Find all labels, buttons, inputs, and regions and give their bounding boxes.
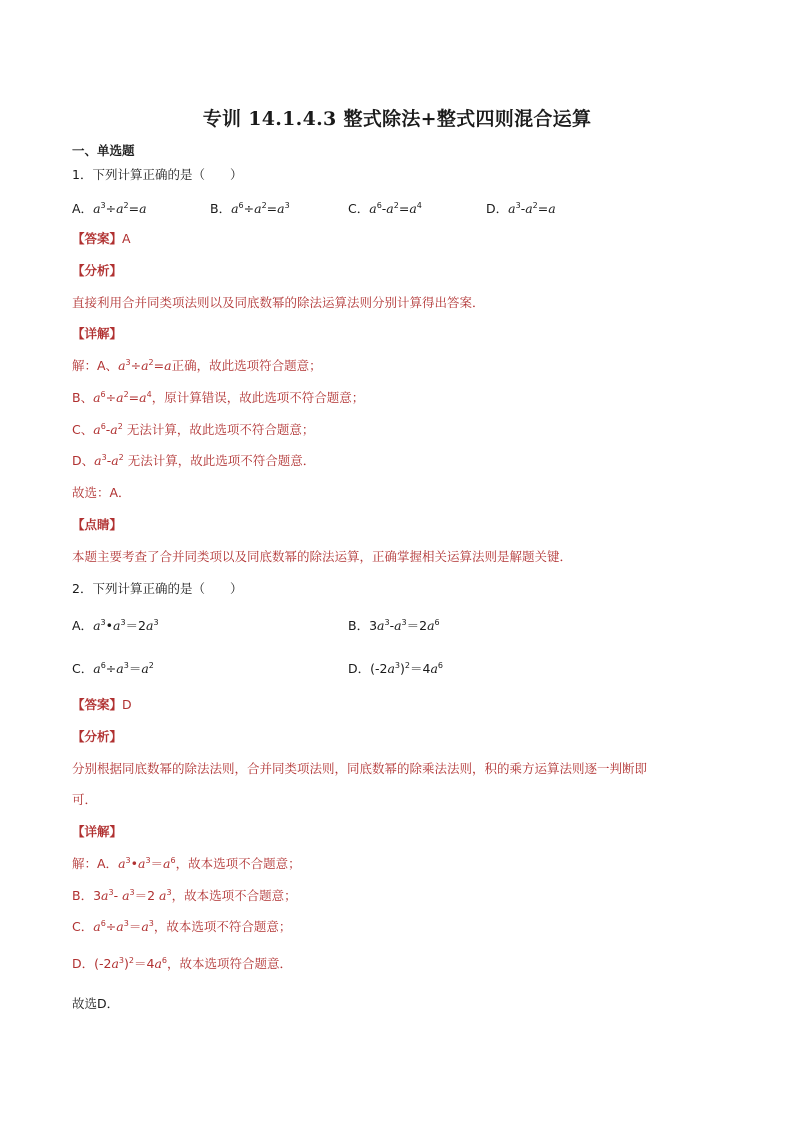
q1-detail-b: B、$a^6\div a^2=a^4$，原计算错误，故此选项不符合题意； (72, 390, 365, 405)
q1-answer: 【答案】A (72, 231, 131, 246)
q1-detail-a: 解：A、$a^3\div a^2=a$正确，故此选项符合题意； (72, 358, 322, 373)
q2-detail-a: 解：A．$a^3•a^3=a^6$，故本选项不合题意； (72, 856, 301, 871)
q2-option-c: C．$a^6\div a^3=a^2$ (72, 661, 154, 676)
q2-detail-d: D．$(-2a^3)^2=4a^6$，故本选项符合题意． (72, 956, 293, 971)
q2-answer: 【答案】D (72, 697, 132, 712)
q1-detail-d: D、$a^3-a^2$ 无法计算，故此选项不符合题意． (72, 453, 316, 468)
q1-option-d: D．$a^3-a^2=a$ (486, 201, 556, 216)
q2-analysis-text-1: 分别根据同底数幂的除法法则，合并同类项法则，同底数幂的除乘法法则，积的乘方运算法则逐一判断即 (72, 761, 648, 776)
q2-analysis-text-2: 可． (72, 792, 98, 807)
q1-detail-c: C、$a^6-a^2$ 无法计算，故此选项不符合题意； (72, 422, 315, 437)
q2-option-a: A．$a^3•a^3=2a^3$ (72, 618, 159, 633)
q2-option-d: D．$(-2a^3)^2=4a^6$ (348, 661, 443, 676)
q1-detail-tag: 【详解】 (72, 326, 123, 341)
q1-comment-tag: 【点睛】 (72, 517, 123, 532)
q2-analysis-tag: 【分析】 (72, 729, 123, 744)
q1-option-b: B．$a^6\div a^2=a^3$ (210, 201, 290, 216)
q2-detail-tag: 【详解】 (72, 824, 123, 839)
q2-choose: 故选D． (72, 996, 120, 1011)
q1-choose: 故选：A． (72, 485, 131, 500)
page-title: 专训 14.1.4.3 整式除法+整式四则混合运算 (202, 108, 592, 130)
q1-analysis-tag: 【分析】 (72, 263, 123, 278)
question-1-stem: 1．下列计算正确的是（ ） (72, 167, 243, 182)
q1-comment-text: 本题主要考查了合并同类项以及同底数幂的除法运算，正确掌握相关运算法则是解题关键． (72, 549, 573, 564)
q1-analysis-text: 直接利用合并同类项法则以及同底数幂的除法运算法则分别计算得出答案． (72, 295, 485, 310)
q2-detail-b: B．$3a^3-$ $a^3=2$ $a^3$，故本选项不合题意； (72, 888, 297, 903)
q1-option-c: C．$a^6-a^2=a^4$ (348, 201, 422, 216)
question-2-stem: 2．下列计算正确的是（ ） (72, 581, 243, 596)
section-heading: 一、单选题 (72, 143, 135, 158)
q2-option-b: B．$3a^3-a^3=2a^6$ (348, 618, 440, 633)
q2-detail-c: C．$a^6\div a^3=a^3$，故本选项不符合题意； (72, 919, 292, 934)
q1-option-a: A．$a^3\div a^2=a$ (72, 201, 147, 216)
